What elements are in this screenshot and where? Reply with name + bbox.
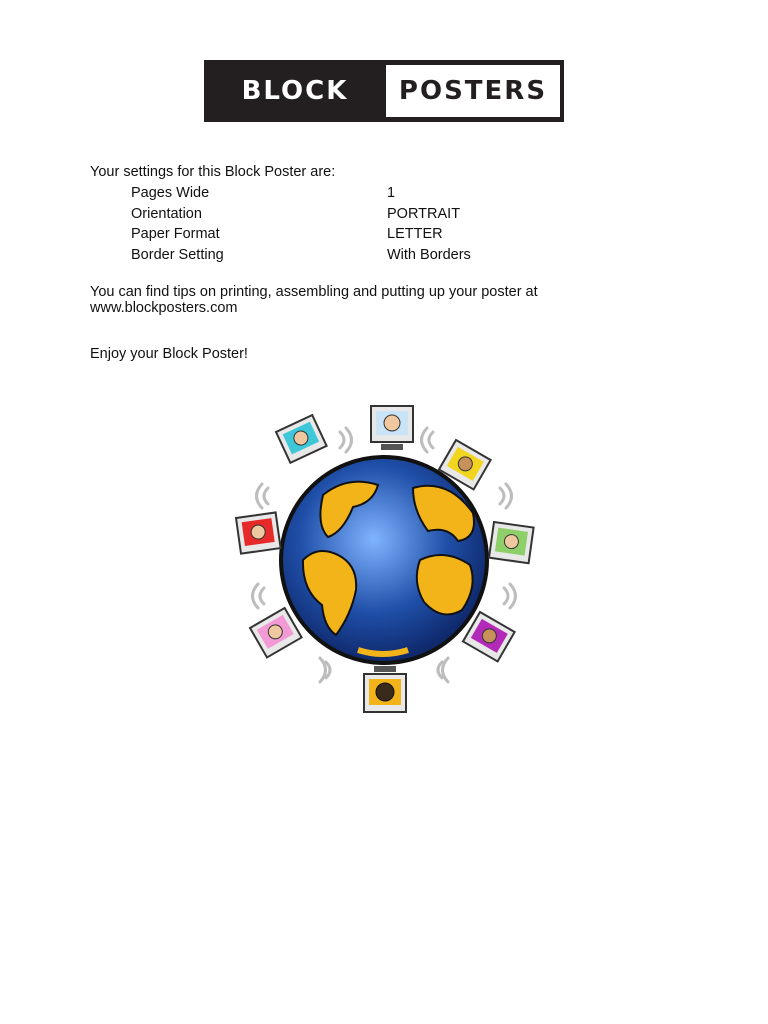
block-posters-logo — [204, 60, 564, 122]
monitor-icon — [250, 608, 302, 657]
closing-text: Enjoy your Block Poster! — [90, 346, 248, 362]
monitor-icon — [236, 512, 281, 553]
setting-label-orientation: Orientation — [131, 206, 202, 222]
monitor-icon — [463, 612, 515, 661]
monitor-icon — [371, 406, 413, 450]
setting-value-pages-wide: 1 — [387, 185, 396, 201]
tips-url: www.blockposters.com — [90, 300, 238, 316]
tips-text-line1: You can find tips on printing, assembling and putting up your poster at — [90, 284, 538, 300]
logo-right-panel — [386, 65, 560, 117]
setting-value-border-setting: With Borders — [387, 247, 471, 263]
setting-label-pages-wide: Pages Wide — [131, 185, 210, 201]
logo-word-block: BLOCK — [241, 76, 349, 106]
setting-label-paper-format: Paper Format — [131, 226, 220, 242]
globe-icon — [281, 457, 487, 663]
intro-text: Your settings for this Block Poster are: — [90, 164, 336, 180]
setting-value-orientation: PORTRAIT — [387, 206, 461, 222]
monitor-icon — [276, 415, 327, 463]
logo-left-panel — [204, 60, 386, 122]
monitor-icon — [364, 666, 406, 712]
setting-value-paper-format: LETTER — [387, 226, 443, 242]
logo-word-posters: POSTERS — [398, 76, 548, 106]
setting-label-border-setting: Border Setting — [131, 247, 224, 263]
monitor-icon — [489, 522, 534, 563]
globe-network-illustration — [228, 400, 540, 718]
